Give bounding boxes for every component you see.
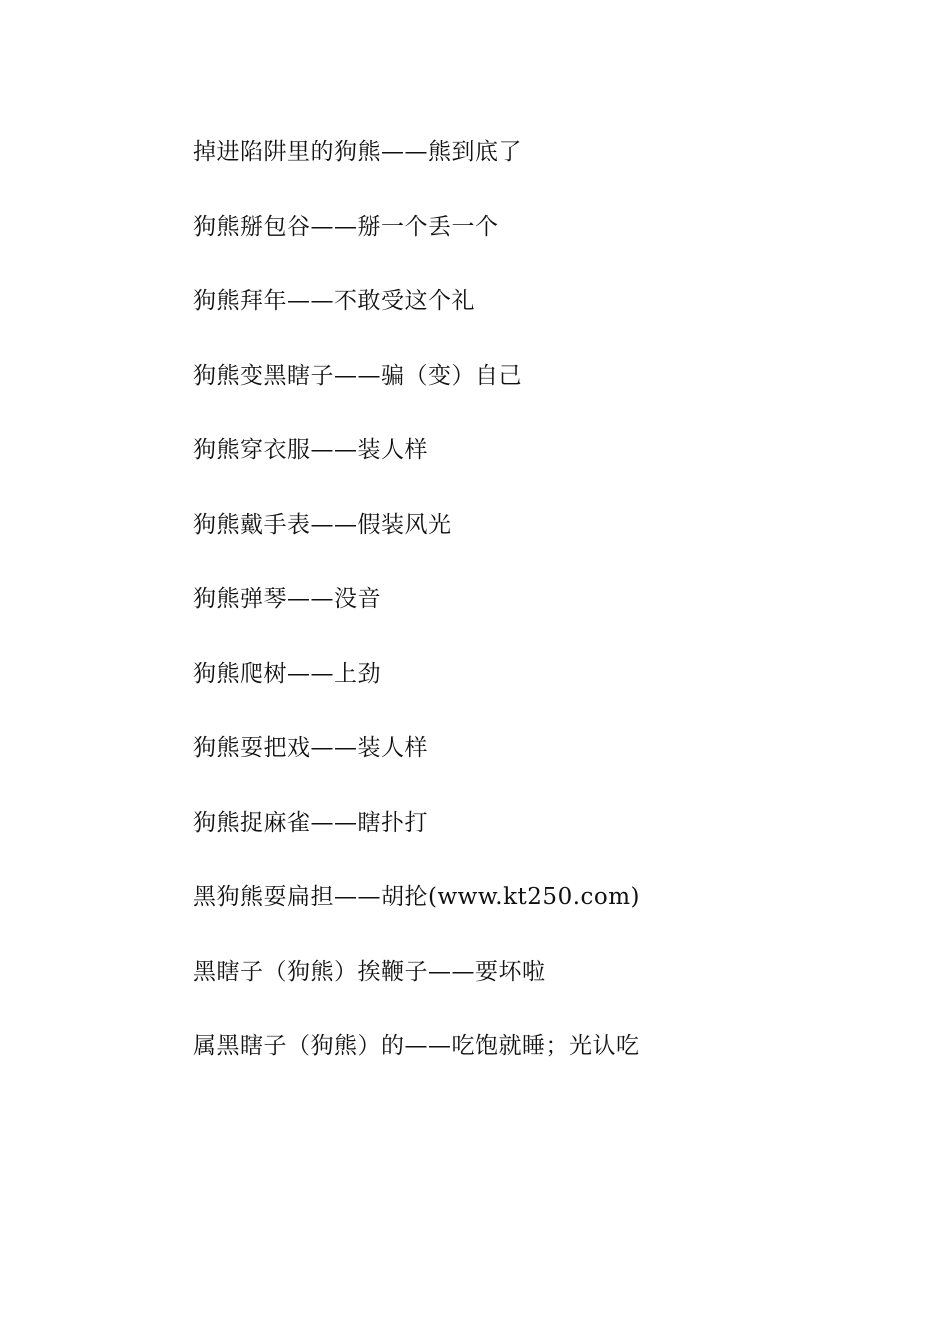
text-line: 狗熊变黑瞎子——骗（变）自己 [193, 362, 522, 389]
text-line: 狗熊穿衣服——装人样 [193, 437, 428, 463]
text-line: 狗熊爬树——上劲 [193, 660, 381, 687]
text-line: 黑瞎子（狗熊）挨鞭子——要坏啦 [193, 958, 546, 985]
document-body [193, 132, 893, 1101]
text-line: 狗熊拜年——不敢受这个礼 [193, 288, 475, 314]
text-line: 狗熊弹琴——没音 [193, 586, 381, 612]
text-line: 掉进陷阱里的狗熊——熊到底了 [193, 139, 522, 165]
text-line: 狗熊耍把戏——装人样 [193, 735, 428, 761]
text-line: 黑狗熊耍扁担——胡抡(www.kt250.com) [193, 884, 641, 910]
text-line: 狗熊戴手表——假装风光 [193, 511, 452, 538]
text-line: 属黑瞎子（狗熊）的——吃饱就睡；光认吃 [193, 1033, 640, 1059]
text-line: 狗熊捉麻雀——瞎扑打 [193, 809, 428, 836]
text-line: 狗熊掰包谷——掰一个丢一个 [193, 213, 499, 240]
